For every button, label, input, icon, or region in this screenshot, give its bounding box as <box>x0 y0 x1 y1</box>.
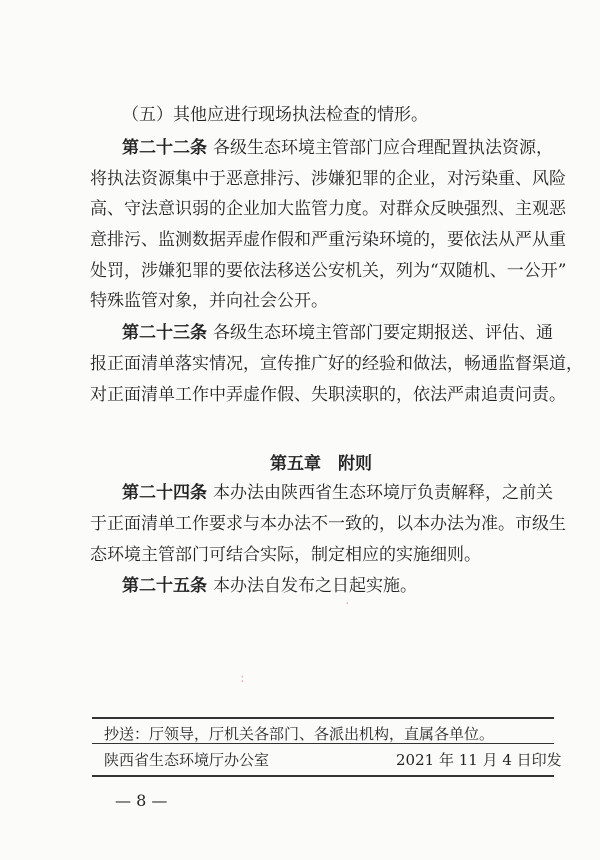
article-22-line: 特殊监管对象，并向社会公开。 <box>90 291 328 311</box>
faint-stamp-mark: : <box>240 670 245 686</box>
page-number: — 8 — <box>115 791 168 810</box>
cc-list: 抄送：厅领导，厅机关各部门、各派出机构，直属各单位。 <box>104 725 495 743</box>
article-25-title: 第二十五条 <box>122 576 207 596</box>
article-22-line: 处罚，涉嫌犯罪的要依法移送公安机关，列为“双随机、一公开” <box>90 261 567 281</box>
article-24-line: 于正面清单工作要求与本办法不一致的，以本办法为准。市级生 <box>90 514 566 534</box>
article-23-line: 第二十三条 各级生态环境主管部门要定期报送、评估、通 <box>122 323 553 343</box>
footer-rule-middle <box>92 743 554 744</box>
footer-rule-top <box>92 717 554 719</box>
item-5: （五）其他应进行现场执法检查的情形。 <box>122 105 428 125</box>
article-24-line: 态环境主管部门可结合实际，制定相应的实施细则。 <box>90 545 481 565</box>
article-22-line: 意排污、监测数据弄虚作假和严重污染环境的，要依法从严从重 <box>90 230 566 250</box>
article-23-line: 对正面清单工作中弄虚作假、失职渎职的，依法严肃追责问责。 <box>90 385 566 405</box>
article-24-line: 第二十四条 本办法由陕西省生态环境厅负责解释，之前关 <box>122 483 553 503</box>
issuer: 陕西省生态环境厅办公室 <box>104 751 270 769</box>
article-24-title: 第二十四条 <box>122 483 207 503</box>
issue-date: 2021 年 11 月 4 日印发 <box>396 751 562 769</box>
article-23-line: 报正面清单落实情况，宣传推广好的经验和做法，畅通监督渠道， <box>90 354 583 374</box>
chapter-heading: 第五章 附则 <box>270 454 372 474</box>
article-22-line: 高、守法意识弱的企业加大监管力度。对群众反映强烈、主观恶 <box>90 199 566 219</box>
article-22-line: 第二十二条 各级生态环境主管部门应合理配置执法资源， <box>122 138 553 158</box>
article-22-line: 将执法资源集中于恶意排污、涉嫌犯罪的企业，对污染重、风险 <box>90 169 566 189</box>
article-23-title: 第二十三条 <box>122 323 207 343</box>
article-25-line: 第二十五条 本办法自发布之日起实施。 <box>122 576 417 596</box>
article-22-title: 第二十二条 <box>122 138 207 158</box>
footer-rule-bottom <box>92 775 554 777</box>
faint-stamp-mark: · <box>345 596 350 612</box>
